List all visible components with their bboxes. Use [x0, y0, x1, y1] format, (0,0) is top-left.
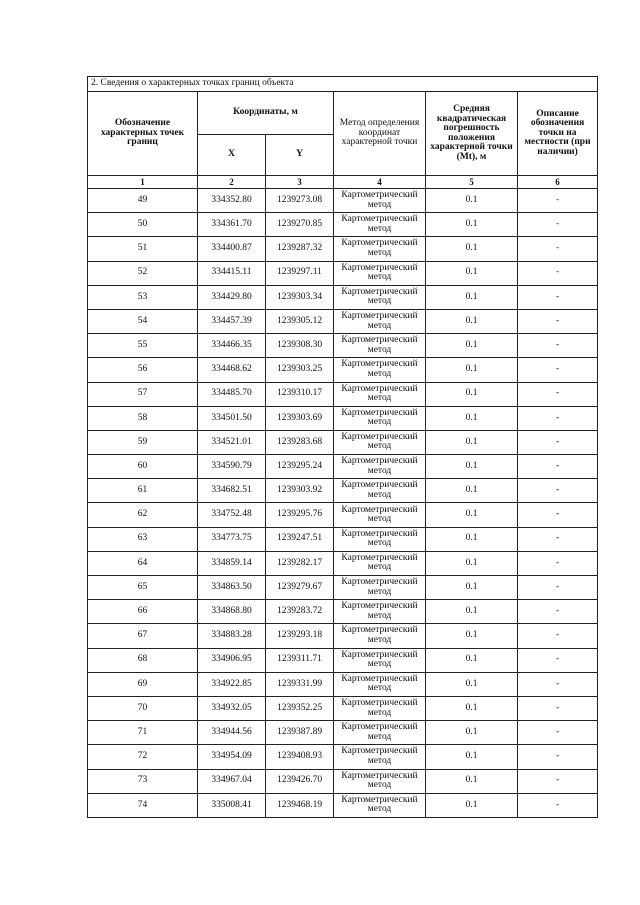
accuracy-value: 0.1	[426, 382, 518, 406]
accuracy-value: 0.1	[426, 406, 518, 430]
point-number: 74	[88, 793, 198, 817]
coord-y: 1239247.51	[266, 527, 334, 551]
coord-y: 1239293.18	[266, 624, 334, 648]
description-value: -	[518, 769, 598, 793]
description-value: -	[518, 503, 598, 527]
coord-y: 1239279.67	[266, 576, 334, 600]
description-value: -	[518, 285, 598, 309]
table-row	[88, 309, 598, 333]
method-line-1: Картометрический	[341, 794, 418, 805]
method-line-1: Картометрический	[341, 770, 418, 781]
table-row	[88, 334, 598, 358]
point-number: 49	[88, 189, 198, 213]
coord-x: 334429.80	[198, 285, 266, 309]
method-line-1: Картометрический	[341, 722, 418, 733]
description-value: -	[518, 479, 598, 503]
table-row	[88, 576, 598, 600]
table-row	[88, 358, 598, 382]
coord-y: 1239273.08	[266, 189, 334, 213]
description-value: -	[518, 600, 598, 624]
accuracy-value: 0.1	[426, 696, 518, 720]
method-cell	[334, 769, 426, 793]
coord-x: 334967.04	[198, 769, 266, 793]
method-line-2: метод	[367, 562, 392, 573]
coord-x: 334501.50	[198, 406, 266, 430]
description-value: -	[518, 309, 598, 333]
method-cell	[334, 189, 426, 213]
column-number: 1	[88, 176, 198, 189]
table-row	[88, 600, 598, 624]
coord-y: 1239331.99	[266, 672, 334, 696]
point-number: 66	[88, 600, 198, 624]
coord-x: 334485.70	[198, 382, 266, 406]
coord-x: 335008.41	[198, 793, 266, 817]
point-number: 55	[88, 334, 198, 358]
method-line-1: Картометрический	[341, 480, 418, 491]
accuracy-value: 0.1	[426, 769, 518, 793]
point-number: 56	[88, 358, 198, 382]
accuracy-value: 0.1	[426, 430, 518, 454]
method-line-1: Картометрический	[341, 286, 418, 297]
coord-y: 1239303.25	[266, 358, 334, 382]
description-value: -	[518, 672, 598, 696]
method-line-2: метод	[367, 296, 392, 307]
coord-x: 334457.39	[198, 309, 266, 333]
method-line-2: метод	[367, 804, 392, 815]
table-row	[88, 696, 598, 720]
method-cell	[334, 503, 426, 527]
method-line-2: метод	[367, 368, 392, 379]
description-value: -	[518, 721, 598, 745]
method-cell	[334, 261, 426, 285]
method-line-1: Картометрический	[341, 238, 418, 249]
accuracy-value: 0.1	[426, 479, 518, 503]
point-number: 51	[88, 237, 198, 261]
coord-x: 334944.56	[198, 721, 266, 745]
method-cell	[334, 479, 426, 503]
point-number: 59	[88, 430, 198, 454]
table-row	[88, 648, 598, 672]
description-value: -	[518, 793, 598, 817]
accuracy-value: 0.1	[426, 503, 518, 527]
point-number: 58	[88, 406, 198, 430]
coord-x: 334868.80	[198, 600, 266, 624]
point-number: 67	[88, 624, 198, 648]
method-line-2: метод	[367, 344, 392, 355]
method-line-1: Картометрический	[341, 214, 418, 225]
coord-x: 334361.70	[198, 213, 266, 237]
point-number: 60	[88, 455, 198, 479]
description-value: -	[518, 358, 598, 382]
coord-y: 1239468.19	[266, 793, 334, 817]
point-number: 52	[88, 261, 198, 285]
accuracy-value: 0.1	[426, 745, 518, 769]
header-description: Описание обозначения точки на местности (при наличии)	[518, 92, 598, 176]
table-row	[88, 624, 598, 648]
accuracy-value: 0.1	[426, 672, 518, 696]
coord-y: 1239352.25	[266, 696, 334, 720]
method-line-2: метод	[367, 707, 392, 718]
accuracy-value: 0.1	[426, 721, 518, 745]
header-coordinates: Координаты, м	[198, 92, 334, 135]
method-line-2: метод	[367, 634, 392, 645]
coord-x: 334521.01	[198, 430, 266, 454]
table-row	[88, 769, 598, 793]
method-line-2: метод	[367, 659, 392, 670]
method-line-2: метод	[367, 199, 392, 210]
method-line-1: Картометрический	[341, 359, 418, 370]
table-row	[88, 721, 598, 745]
table-row	[88, 745, 598, 769]
table-row	[88, 793, 598, 817]
coord-y: 1239303.92	[266, 479, 334, 503]
coord-x: 334906.95	[198, 648, 266, 672]
method-cell	[334, 648, 426, 672]
coord-x: 334468.62	[198, 358, 266, 382]
method-line-2: метод	[367, 465, 392, 476]
coord-y: 1239303.69	[266, 406, 334, 430]
method-cell	[334, 430, 426, 454]
description-value: -	[518, 189, 598, 213]
column-number: 3	[266, 176, 334, 189]
column-number: 4	[334, 176, 426, 189]
method-line-2: метод	[367, 417, 392, 428]
table-row	[88, 237, 598, 261]
method-line-1: Картометрический	[341, 625, 418, 636]
coord-x: 334466.35	[198, 334, 266, 358]
point-number: 53	[88, 285, 198, 309]
description-value: -	[518, 696, 598, 720]
method-line-1: Картометрический	[341, 673, 418, 684]
method-cell	[334, 334, 426, 358]
accuracy-value: 0.1	[426, 624, 518, 648]
point-number: 73	[88, 769, 198, 793]
table-row	[88, 455, 598, 479]
description-value: -	[518, 624, 598, 648]
method-cell	[334, 527, 426, 551]
point-number: 65	[88, 576, 198, 600]
accuracy-value: 0.1	[426, 793, 518, 817]
method-line-2: метод	[367, 320, 392, 331]
accuracy-value: 0.1	[426, 334, 518, 358]
method-line-2: метод	[367, 441, 392, 452]
coord-y: 1239310.17	[266, 382, 334, 406]
method-cell	[334, 672, 426, 696]
coord-x: 334682.51	[198, 479, 266, 503]
header-accuracy: Средняя квадратическая погрешность положения характерной точки (Mt), м	[426, 92, 518, 176]
method-line-1: Картометрический	[341, 649, 418, 660]
method-line-1: Картометрический	[341, 528, 418, 539]
method-line-2: метод	[367, 780, 392, 791]
header-x: X	[198, 135, 266, 176]
method-line-1: Картометрический	[341, 431, 418, 442]
column-number: 2	[198, 176, 266, 189]
point-number: 63	[88, 527, 198, 551]
method-line-1: Картометрический	[341, 383, 418, 394]
coord-y: 1239283.68	[266, 430, 334, 454]
column-number: 6	[518, 176, 598, 189]
description-value: -	[518, 213, 598, 237]
description-value: -	[518, 430, 598, 454]
coord-y: 1239287.32	[266, 237, 334, 261]
accuracy-value: 0.1	[426, 189, 518, 213]
table-row	[88, 430, 598, 454]
column-number: 5	[426, 176, 518, 189]
method-line-2: метод	[367, 731, 392, 742]
description-value: -	[518, 237, 598, 261]
method-line-1: Картометрический	[341, 504, 418, 515]
point-number: 64	[88, 551, 198, 575]
description-value: -	[518, 382, 598, 406]
description-value: -	[518, 455, 598, 479]
method-cell	[334, 213, 426, 237]
method-cell	[334, 237, 426, 261]
point-number: 62	[88, 503, 198, 527]
method-line-1: Картометрический	[341, 601, 418, 612]
method-cell	[334, 406, 426, 430]
method-cell	[334, 309, 426, 333]
coord-y: 1239297.11	[266, 261, 334, 285]
coord-x: 334863.50	[198, 576, 266, 600]
description-value: -	[518, 334, 598, 358]
point-number: 57	[88, 382, 198, 406]
accuracy-value: 0.1	[426, 455, 518, 479]
method-line-2: метод	[367, 393, 392, 404]
accuracy-value: 0.1	[426, 648, 518, 672]
method-line-1: Картометрический	[341, 552, 418, 563]
coord-x: 334400.87	[198, 237, 266, 261]
point-number: 70	[88, 696, 198, 720]
method-line-2: метод	[367, 489, 392, 500]
method-line-1: Картометрический	[341, 335, 418, 346]
header-y: Y	[266, 135, 334, 176]
method-cell	[334, 285, 426, 309]
method-line-1: Картометрический	[341, 262, 418, 273]
coord-y: 1239282.17	[266, 551, 334, 575]
method-line-1: Картометрический	[341, 698, 418, 709]
header-point-designation: Обозначение характерных точек границ	[88, 92, 198, 176]
coord-x: 334932.05	[198, 696, 266, 720]
method-line-2: метод	[367, 586, 392, 597]
coord-y: 1239387.89	[266, 721, 334, 745]
method-cell	[334, 455, 426, 479]
point-number: 50	[88, 213, 198, 237]
method-cell	[334, 745, 426, 769]
description-value: -	[518, 648, 598, 672]
point-number: 72	[88, 745, 198, 769]
coord-y: 1239311.71	[266, 648, 334, 672]
description-value: -	[518, 551, 598, 575]
method-cell	[334, 793, 426, 817]
table-row	[88, 551, 598, 575]
method-line-2: метод	[367, 272, 392, 283]
method-cell	[334, 576, 426, 600]
method-line-2: метод	[367, 610, 392, 621]
table-row	[88, 672, 598, 696]
coord-y: 1239270.85	[266, 213, 334, 237]
coord-x: 334352.80	[198, 189, 266, 213]
accuracy-value: 0.1	[426, 309, 518, 333]
description-value: -	[518, 576, 598, 600]
coord-y: 1239295.24	[266, 455, 334, 479]
coord-y: 1239408.93	[266, 745, 334, 769]
accuracy-value: 0.1	[426, 600, 518, 624]
coord-y: 1239295.76	[266, 503, 334, 527]
coord-y: 1239426.70	[266, 769, 334, 793]
method-cell	[334, 600, 426, 624]
table-row	[88, 261, 598, 285]
coord-x: 334773.75	[198, 527, 266, 551]
point-number: 71	[88, 721, 198, 745]
table-row	[88, 213, 598, 237]
method-line-1: Картометрический	[341, 407, 418, 418]
accuracy-value: 0.1	[426, 237, 518, 261]
coord-x: 334922.85	[198, 672, 266, 696]
method-line-2: метод	[367, 223, 392, 234]
description-value: -	[518, 527, 598, 551]
coord-y: 1239303.34	[266, 285, 334, 309]
method-line-1: Картометрический	[341, 746, 418, 757]
coord-x: 334859.14	[198, 551, 266, 575]
accuracy-value: 0.1	[426, 527, 518, 551]
table-row	[88, 189, 598, 213]
section-title: 2. Сведения о характерных точках границ объекта	[88, 77, 598, 92]
point-number: 61	[88, 479, 198, 503]
description-value: -	[518, 261, 598, 285]
description-value: -	[518, 745, 598, 769]
coord-x: 334954.09	[198, 745, 266, 769]
accuracy-value: 0.1	[426, 551, 518, 575]
point-number: 68	[88, 648, 198, 672]
boundary-points-table	[87, 76, 598, 818]
coord-x: 334415.11	[198, 261, 266, 285]
accuracy-value: 0.1	[426, 576, 518, 600]
table-row	[88, 285, 598, 309]
accuracy-value: 0.1	[426, 358, 518, 382]
method-cell	[334, 696, 426, 720]
coord-y: 1239283.72	[266, 600, 334, 624]
table-row	[88, 527, 598, 551]
header-method: Метод определения координат характерной точки	[334, 92, 426, 176]
method-line-1: Картометрический	[341, 311, 418, 322]
table-row	[88, 382, 598, 406]
table-row	[88, 479, 598, 503]
coord-x: 334883.28	[198, 624, 266, 648]
method-cell	[334, 624, 426, 648]
point-number: 69	[88, 672, 198, 696]
method-line-2: метод	[367, 538, 392, 549]
point-number: 54	[88, 309, 198, 333]
method-cell	[334, 551, 426, 575]
method-line-1: Картометрический	[341, 577, 418, 588]
method-line-2: метод	[367, 755, 392, 766]
method-line-2: метод	[367, 683, 392, 694]
coord-x: 334752.48	[198, 503, 266, 527]
method-cell	[334, 382, 426, 406]
accuracy-value: 0.1	[426, 285, 518, 309]
coord-x: 334590.79	[198, 455, 266, 479]
accuracy-value: 0.1	[426, 261, 518, 285]
method-cell	[334, 721, 426, 745]
coord-y: 1239308.30	[266, 334, 334, 358]
method-line-2: метод	[367, 247, 392, 258]
method-cell	[334, 358, 426, 382]
table-row	[88, 503, 598, 527]
description-value: -	[518, 406, 598, 430]
method-line-1: Картометрический	[341, 190, 418, 201]
coord-y: 1239305.12	[266, 309, 334, 333]
accuracy-value: 0.1	[426, 213, 518, 237]
table-row	[88, 406, 598, 430]
method-line-2: метод	[367, 514, 392, 525]
method-line-1: Картометрический	[341, 456, 418, 467]
